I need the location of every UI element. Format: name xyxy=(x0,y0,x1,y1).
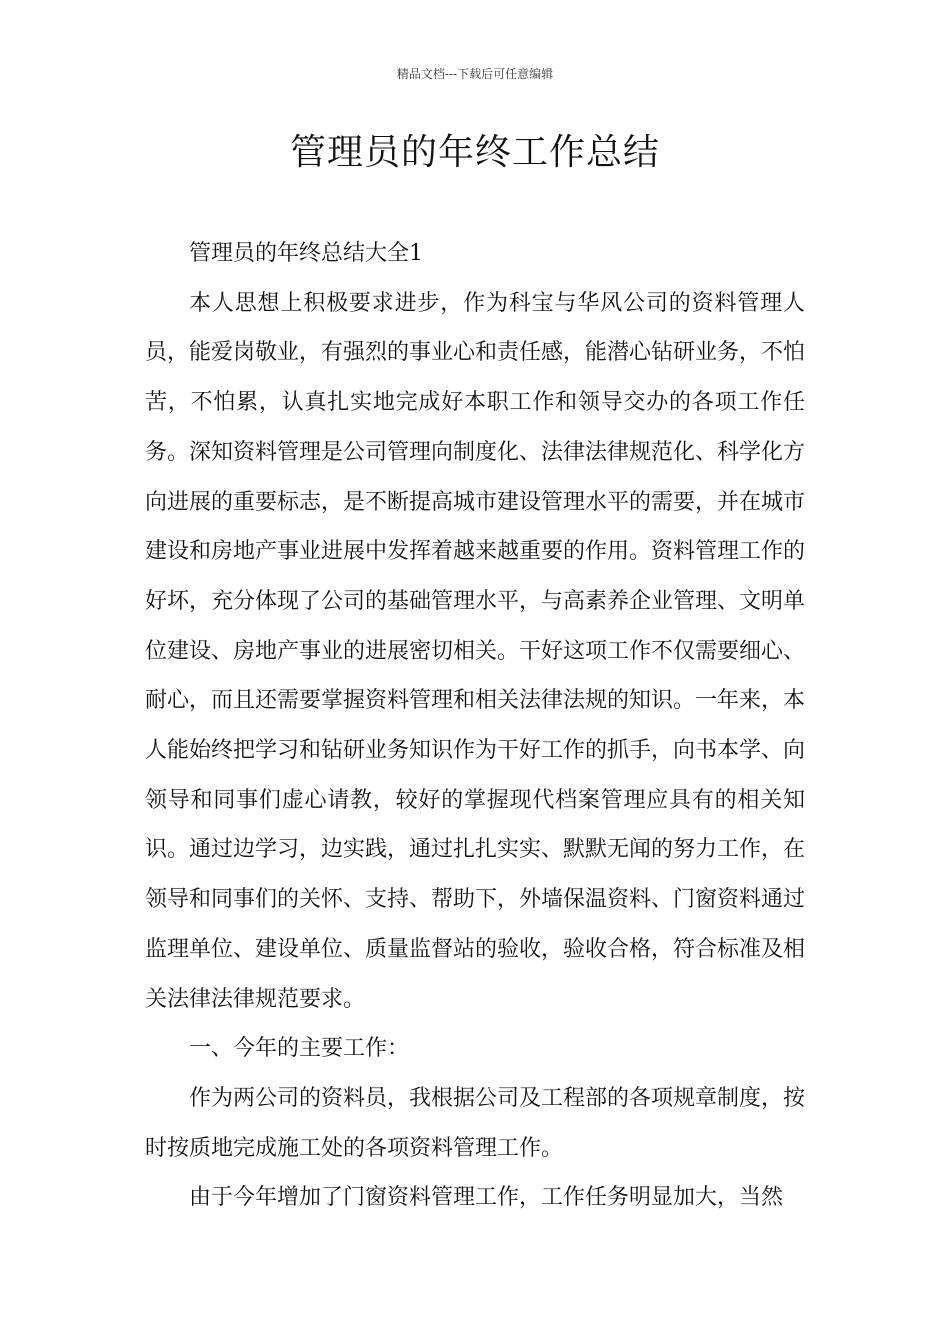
document-title: 管理员的年终工作总结 xyxy=(289,132,660,173)
paragraph: 本人思想上积极要求进步，作为科宝与华风公司的资料管理人员，能爱岗敬业，有强烈的事业心和责任感，能潜心钻研业务，不怕苦，不怕累，认真扎实地完成好本职工作和领导交办的各项工作任务。深知资料管理是公司管理向制度化、法律法律规范化、科学化方向进展的重要标志，是不断提高城市建设管理水平的需要，并在城市建设和房地产事业进展中发挥着越来越重要的作用。资料管理工作的好坏，充分体现了公司的基础管理水平，与高素养企业管理、文明单位建设、房地产事业的进展密切相关。干好这项工作不仅需要细心、耐心，而且还需要掌握资料管理和相关法律法规的知识。一年来，本人能始终把学习和钻研业务知识作为干好工作的抓手，向书本学、向领导和同事们虚心请教，较好的掌握现代档案管理应具有的相关知识。通过边学习，边实践，通过扎扎实实、默默无闻的努力工作，在领导和同事们的关怀、支持、帮助下，外墙保温资料、门窗资料通过监理单位、建设单位、质量监督站的验收，验收合格，符合标准及相关法律法律规范要求。 xyxy=(145,290,806,1012)
section-heading: 一、今年的主要工作： xyxy=(189,1036,410,1062)
paragraph: 作为两公司的资料员，我根据公司及工程部的各项规章制度，按时按质地完成施工处的各项资料管理工作。 xyxy=(145,1085,806,1161)
paragraph: 由于今年增加了门窗资料管理工作，工作任务明显加大，当然 xyxy=(189,1185,784,1211)
section-heading: 管理员的年终总结大全1 xyxy=(189,241,423,266)
header-note: 精品文档---下载后可任意编辑 xyxy=(396,67,554,81)
document-body xyxy=(145,229,805,1223)
